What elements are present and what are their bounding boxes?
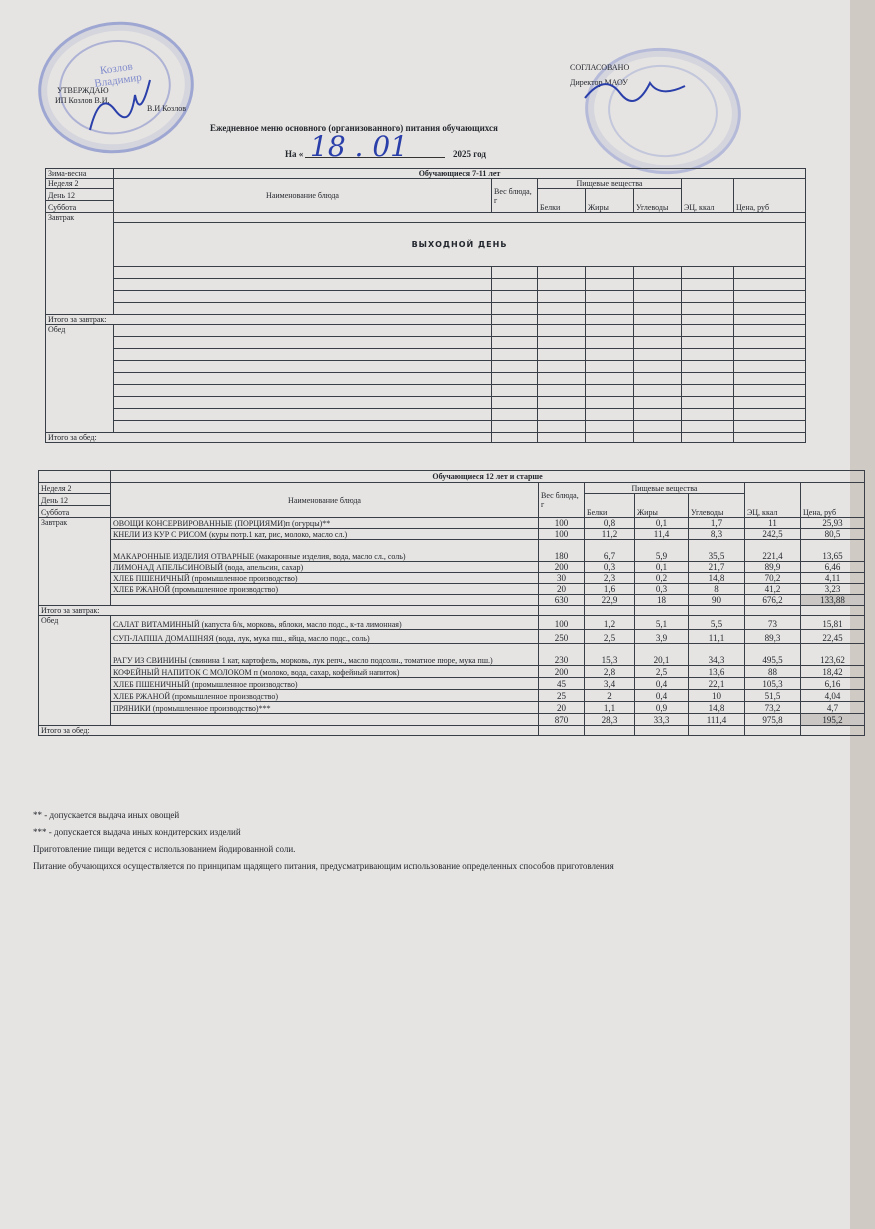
dish-protein: 3,4 [585,678,635,690]
breakfast-label-2: Завтрак [39,518,111,606]
dish-price: 22,45 [801,630,865,644]
dish-energy: 495,5 [745,644,801,666]
dish-price: 6,46 [801,562,865,573]
dish-weight: 100 [539,616,585,630]
menu-table-12-plus [38,470,865,736]
day-label-2: День 12 [39,494,111,506]
col-fat: Жиры [586,189,634,213]
col-carb: Углеводы [634,189,682,213]
col-nutrients: Пищевые вещества [538,179,682,189]
dish-name: ОВОЩИ КОНСЕРВИРОВАННЫЕ (ПОРЦИЯМИ)п (огурцы)** [111,518,539,529]
dish-energy: 105,3 [745,678,801,690]
dish-fat: 0,9 [635,702,689,714]
dish-name: ЛИМОНАД АПЕЛЬСИНОВЫЙ (вода, апельсин, сахар) [111,562,539,573]
breakfast-total-label: Итого за завтрак: [46,315,492,325]
dish-fat: 11,4 [635,529,689,540]
dish-carb: 35,5 [689,540,745,562]
col-energy: ЭЦ, ккал [682,179,734,213]
col-price-2: Цена, руб [801,483,865,518]
sum-weight: 630 [539,595,585,606]
sum-carb: 111,4 [689,714,745,726]
col-name: Наименование блюда [114,179,492,213]
approve-signature-name: В.И Козлов [147,104,186,113]
dish-energy: 242,5 [745,529,801,540]
sum-fat: 18 [635,595,689,606]
signature-right [580,68,690,108]
date-suffix: 2025 год [453,149,486,159]
dish-energy: 73 [745,616,801,630]
table-row [39,616,865,630]
dish-weight: 20 [539,702,585,714]
breakfast-label: Завтрак [46,213,114,315]
group-title: Обучающиеся 7-11 лет [114,169,806,179]
dish-weight: 45 [539,678,585,690]
lunch-total-label: Итого за обед: [46,433,492,443]
sum-price: 195,2 [801,714,865,726]
sum-fat: 33,3 [635,714,689,726]
dish-price: 80,5 [801,529,865,540]
dish-price: 123,62 [801,644,865,666]
season-label: Зима-весна [46,169,114,179]
dish-energy: 11 [745,518,801,529]
dish-name: ХЛЕБ ПШЕНИЧНЫЙ (промышленное производство) [111,573,539,584]
table-row [39,540,865,562]
dish-protein: 1,1 [585,702,635,714]
signature-left [80,70,160,140]
dish-protein: 2,8 [585,666,635,678]
dish-protein: 1,6 [585,584,635,595]
table-row [39,529,865,540]
table-row [39,678,865,690]
dish-protein: 2,5 [585,630,635,644]
dish-carb: 14,8 [689,573,745,584]
day-label: День 12 [46,189,114,201]
table-row [39,644,865,666]
dish-energy: 221,4 [745,540,801,562]
dish-weight: 180 [539,540,585,562]
dish-name: КНЕЛИ ИЗ КУР С РИСОМ (куры потр.1 кат, рис, молоко, масло сл.) [111,529,539,540]
dish-weight: 230 [539,644,585,666]
dish-fat: 20,1 [635,644,689,666]
sum-protein: 28,3 [585,714,635,726]
dish-fat: 5,1 [635,616,689,630]
dish-energy: 88 [745,666,801,678]
dish-fat: 0,4 [635,690,689,702]
dish-energy: 41,2 [745,584,801,595]
stamp-text: Козлов Владимир [93,60,143,90]
dish-fat: 0,3 [635,584,689,595]
dish-carb: 10 [689,690,745,702]
col-price: Цена, руб [734,179,806,213]
dish-name: КОФЕЙНЫЙ НАПИТОК С МОЛОКОМ п (молоко, вода, сахар, кофейный напиток) [111,666,539,678]
dish-carb: 22,1 [689,678,745,690]
footnote: *** - допускается выдача иных кондитерских изделий [33,827,241,837]
approve-person: ИП Козлов В.И. [55,96,110,105]
table-row [39,702,865,714]
sum-carb: 90 [689,595,745,606]
dish-carb: 34,3 [689,644,745,666]
dish-price: 4,11 [801,573,865,584]
agree-person: Директор МАОУ [570,78,628,87]
sum-energy: 676,2 [745,595,801,606]
dish-energy: 70,2 [745,573,801,584]
table-row [39,573,865,584]
table-row [39,584,865,595]
date-handwritten: 18 . 01 [310,130,408,163]
col-carb-2: Углеводы [689,494,745,518]
dish-name: ХЛЕБ РЖАНОЙ (промышленное производство) [111,584,539,595]
dish-price: 18,42 [801,666,865,678]
footnote: Приготовление пищи ведется с использованием йодированной соли. [33,844,296,854]
table-row [39,518,865,529]
dish-weight: 25 [539,690,585,702]
dish-carb: 11,1 [689,630,745,644]
dish-price: 25,93 [801,518,865,529]
table-row [39,690,865,702]
table-row [39,562,865,573]
document-title: Ежедневное меню основного (организованного) питания обучающихся [210,123,498,133]
dish-price: 3,23 [801,584,865,595]
dish-weight: 200 [539,666,585,678]
lunch-label-2: Обед [39,616,111,726]
dish-carb: 8 [689,584,745,595]
sum-price: 133,88 [801,595,865,606]
sum-energy: 975,8 [745,714,801,726]
dish-price: 4,7 [801,702,865,714]
dish-weight: 200 [539,562,585,573]
dish-protein: 1,2 [585,616,635,630]
lunch-total-label-2: Итого за обед: [39,726,539,736]
breakfast-total-label-2: Итого за завтрак: [39,606,539,616]
sum-protein: 22,9 [585,595,635,606]
dish-protein: 11,2 [585,529,635,540]
dish-weight: 100 [539,518,585,529]
dish-energy: 89,9 [745,562,801,573]
dish-price: 13,65 [801,540,865,562]
col-name-2: Наименование блюда [111,483,539,518]
dish-protein: 2 [585,690,635,702]
dish-price: 4,04 [801,690,865,702]
date-prefix: На « [285,149,304,159]
dish-energy: 51,5 [745,690,801,702]
dish-weight: 100 [539,529,585,540]
dish-weight: 30 [539,573,585,584]
dish-name: МАКАРОННЫЕ ИЗДЕЛИЯ ОТВАРНЫЕ (макаронные изделия, вода, масло сл., соль) [111,540,539,562]
lunch-sum-row [39,714,865,726]
dish-price: 6,16 [801,678,865,690]
weekday-label: Суббота [46,201,114,213]
dish-carb: 5,5 [689,616,745,630]
dish-fat: 0,1 [635,518,689,529]
dish-protein: 0,8 [585,518,635,529]
lunch-label: Обед [46,325,114,433]
dish-carb: 21,7 [689,562,745,573]
table-row [39,666,865,678]
day-off-banner: ВЫХОДНОЙ ДЕНЬ [114,223,806,267]
dish-name: САЛАТ ВИТАМИННЫЙ (капуста б/к, морковь, яблоки, масло подс., к-та лимонная) [111,616,539,630]
dish-energy: 89,3 [745,630,801,644]
dish-fat: 2,5 [635,666,689,678]
dish-protein: 2,3 [585,573,635,584]
col-protein-2: Белки [585,494,635,518]
week-label-2: Неделя 2 [39,483,111,494]
col-protein: Белки [538,189,586,213]
dish-carb: 14,8 [689,702,745,714]
dish-fat: 0,1 [635,562,689,573]
col-weight: Вес блюда, г [492,179,538,213]
dish-fat: 5,9 [635,540,689,562]
table-row [39,630,865,644]
col-weight-2: Вес блюда, г [539,483,585,518]
dish-name: ПРЯНИКИ (промышленное производство)*** [111,702,539,714]
dish-name: ХЛЕБ ПШЕНИЧНЫЙ (промышленное производство) [111,678,539,690]
dish-name: СУП-ЛАПША ДОМАШНЯЯ (вода, лук, мука пш., яйца, масло подс., соль) [111,630,539,644]
dish-protein: 0,3 [585,562,635,573]
dish-fat: 0,2 [635,573,689,584]
dish-energy: 73,2 [745,702,801,714]
group-title-2: Обучающиеся 12 лет и старше [111,471,865,483]
dish-protein: 6,7 [585,540,635,562]
date-underline [305,157,445,158]
dish-name: ХЛЕБ РЖАНОЙ (промышленное производство) [111,690,539,702]
footnote: Питание обучающихся осуществляется по принципам щадящего питания, предусматривающим использование определенных способов приготовления [33,861,614,871]
col-energy-2: ЭЦ, ккал [745,483,801,518]
dish-carb: 1,7 [689,518,745,529]
dish-carb: 8,3 [689,529,745,540]
col-nutrients-2: Пищевые вещества [585,483,745,494]
col-fat-2: Жиры [635,494,689,518]
dish-fat: 0,4 [635,678,689,690]
week-label: Неделя 2 [46,179,114,189]
weekday-label-2: Суббота [39,506,111,518]
dish-name: РАГУ ИЗ СВИНИНЫ (свинина 1 кат, картофель, морковь, лук репч., масло подсолн., томатное пюре, мука пш.) [111,644,539,666]
dish-weight: 20 [539,584,585,595]
footnote: ** - допускается выдача иных овощей [33,810,180,820]
dish-carb: 13,6 [689,666,745,678]
dish-weight: 250 [539,630,585,644]
dish-protein: 15,3 [585,644,635,666]
dish-fat: 3,9 [635,630,689,644]
footnotes [33,810,614,872]
approve-label: УТВЕРЖДАЮ [57,86,109,95]
agree-label: СОГЛАСОВАНО [570,63,630,72]
breakfast-sum-row [39,595,865,606]
dish-price: 15,81 [801,616,865,630]
sum-weight: 870 [539,714,585,726]
menu-table-7-11 [45,168,806,443]
